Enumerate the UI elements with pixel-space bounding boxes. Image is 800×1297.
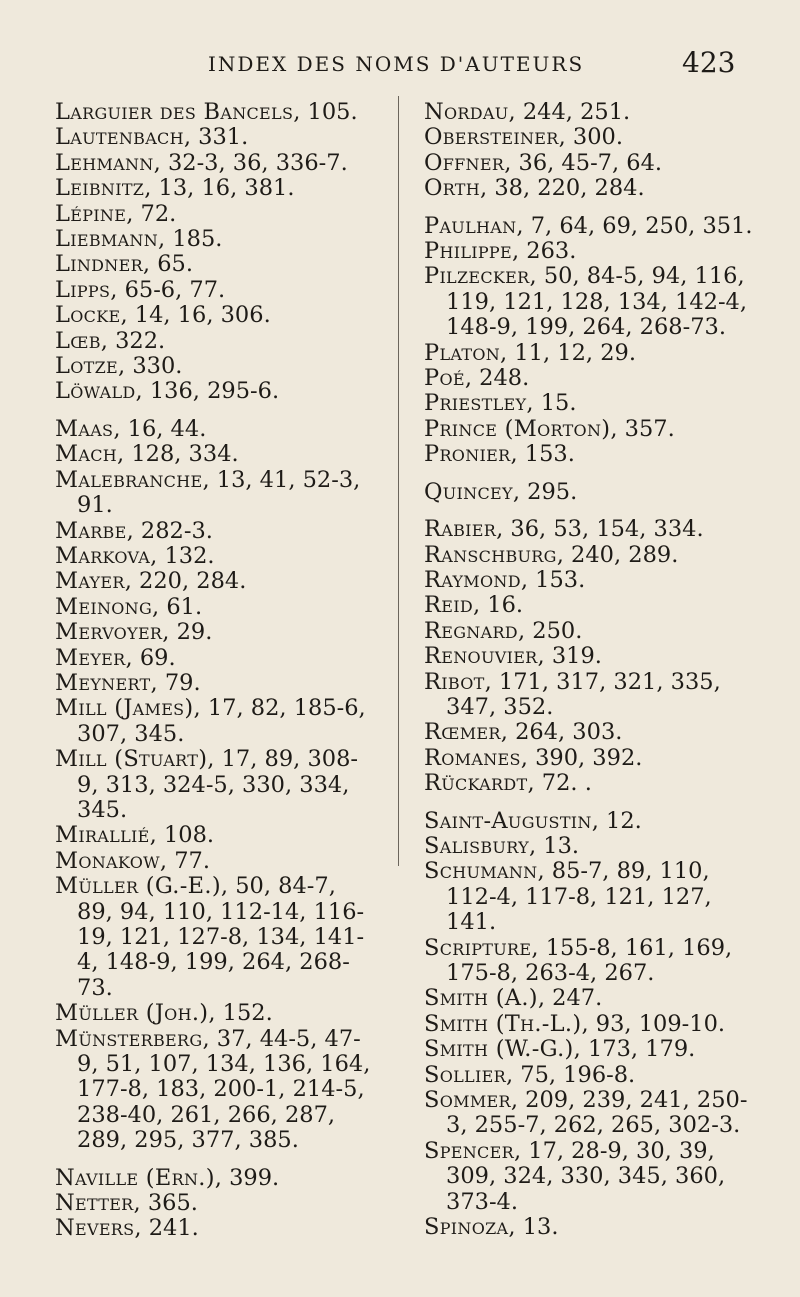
page-references: 331. <box>198 124 249 151</box>
index-entry: Smith (Th.-L.), 93, 109-10. <box>424 1010 726 1037</box>
index-entry: Schumann, 85-7, 89, 110, 112-4, 117-8, 121, 127, 141. <box>424 858 712 936</box>
index-entry: Reid, 16. <box>424 592 524 619</box>
author-name: Sollier <box>424 1061 506 1088</box>
page-references: 75, 196-8. <box>520 1061 636 1088</box>
page-references: 295. <box>527 478 578 505</box>
author-name: Müller (G.-E.) <box>55 873 221 900</box>
author-name: Mervoyer <box>55 619 163 646</box>
page-references: 13. <box>522 1214 559 1241</box>
author-name: Romanes <box>424 744 521 771</box>
index-entry: Meinong, 61. <box>55 593 203 620</box>
index-entry: Mervoyer, 29. <box>55 619 213 646</box>
index-entry: Meyer, 69. <box>55 644 176 671</box>
index-entry: Rœmer, 264, 303. <box>424 719 623 746</box>
author-name: Larguier des Bancels <box>55 99 294 125</box>
index-entry: Spinoza, 13. <box>424 1214 559 1241</box>
author-name: Sommer <box>424 1087 511 1114</box>
author-name: Raymond <box>424 566 521 593</box>
author-name: Lindner <box>55 251 143 278</box>
author-name: Schumann <box>424 858 538 885</box>
index-entry: Scripture, 155-8, 161, 169, 175-8, 263-4, 267. <box>424 934 733 986</box>
index-entry: Mill (Stuart), 17, 89, 308-9, 313, 324-5, 330, 334, 345. <box>55 746 359 823</box>
page-references: 77. <box>174 847 211 874</box>
page-references: 13, 41, 52-3, 91. <box>77 466 361 519</box>
author-name: Offner <box>424 149 505 176</box>
index-entry: Smith (W.-G.), 173, 179. <box>424 1036 696 1063</box>
page-references: 171, 317, 321, 335, 347, 352. <box>446 668 721 720</box>
author-name: Lipps <box>55 276 111 303</box>
page-references: 13, 16, 381. <box>158 175 295 202</box>
author-name: Pronier <box>424 441 511 468</box>
index-entry: Sollier, 75, 196-8. <box>424 1061 636 1088</box>
index-entry: Philippe, 263. <box>424 238 577 265</box>
author-name: Mill (James) <box>55 695 194 722</box>
author-name: Orth <box>424 175 481 202</box>
column-divider <box>398 96 399 866</box>
page-references: 65-6, 77. <box>124 276 226 303</box>
index-entry: Saint-Augustin, 12. <box>424 807 642 834</box>
author-name: Paulhan <box>424 212 517 239</box>
index-entry: Lépine, 72. <box>55 200 177 227</box>
author-name: Monakow <box>55 847 160 874</box>
author-name: Smith (W.-G.) <box>424 1036 574 1063</box>
page-references: 132. <box>164 542 215 569</box>
author-name: Liebmann <box>55 226 159 253</box>
index-column-left <box>55 100 373 1242</box>
index-entry: Pronier, 153. <box>424 441 575 468</box>
page-references: 16, 44. <box>127 415 207 442</box>
page-references: 152. <box>222 1000 273 1027</box>
page-references: 61. <box>166 593 203 620</box>
page-references: 319. <box>551 643 602 670</box>
page-references: 37, 44-5, 47-9, 51, 107, 134, 136, 164, 177-8, 183, 200-1, 214-5, 238-40, 261, 266, 287, 289, 295, 377, 385. <box>77 1025 371 1154</box>
index-entry: Poé, 248. <box>424 365 530 392</box>
author-name: Münsterberg <box>55 1025 203 1052</box>
page-references: 105. <box>307 99 358 125</box>
page-references: 248. <box>479 365 530 392</box>
page-references: 85-7, 89, 110, 112-4, 117-8, 121, 127, 141. <box>446 858 712 936</box>
page-references: 263. <box>526 238 577 265</box>
index-entry: Lipps, 65-6, 77. <box>55 276 226 303</box>
index-entry: Salisbury, 13. <box>424 832 580 859</box>
author-name: Rückardt <box>424 770 528 797</box>
index-entry: Paulhan, 7, 64, 69, 250, 351. <box>424 212 753 239</box>
index-entry: Marbe, 282-3. <box>55 517 213 544</box>
index-entry: Malebranche, 13, 41, 52-3, 91. <box>55 466 361 519</box>
page-references: 247. <box>552 985 603 1012</box>
index-entry: Müller (Joh.), 152. <box>55 1000 273 1027</box>
index-entry: Locke, 14, 16, 306. <box>55 302 271 329</box>
index-entry: Löwald, 136, 295-6. <box>55 378 280 405</box>
page-references: 15. <box>540 390 577 417</box>
author-name: Naville (Ern.) <box>55 1164 215 1191</box>
author-name: Löwald <box>55 378 136 405</box>
page-references: 128, 334. <box>131 441 239 468</box>
author-name: Spencer <box>424 1137 514 1164</box>
index-entry: Ranschburg, 240, 289. <box>424 541 679 568</box>
index-entry: Quincey, 295. <box>424 478 578 505</box>
index-entry: Raymond, 153. <box>424 566 586 593</box>
page-references: 244, 251. <box>522 99 631 125</box>
index-entry: Rabier, 36, 53, 154, 334. <box>424 516 704 543</box>
author-name: Marbe <box>55 517 127 544</box>
author-name: Pilzecker <box>424 263 530 290</box>
page-references: 209, 239, 241, 250-3, 255-7, 262, 265, 302-3. <box>446 1087 748 1139</box>
page-references: 72. . <box>541 770 592 797</box>
author-name: Platon <box>424 339 501 366</box>
index-entry: Smith (A.), 247. <box>424 985 603 1012</box>
index-entry: Maas, 16, 44. <box>55 415 207 442</box>
author-name: Saint-Augustin <box>424 807 592 834</box>
author-name: Philippe <box>424 238 512 265</box>
index-entry: Platon, 11, 12, 29. <box>424 339 637 366</box>
author-name: Priestley <box>424 390 527 417</box>
page-number: 423 <box>682 46 736 79</box>
index-entry: Meynert, 79. <box>55 669 201 696</box>
author-name: Obersteiner <box>424 124 559 151</box>
index-entry: Leibnitz, 13, 16, 381. <box>55 175 295 202</box>
page-references: 79. <box>164 669 201 696</box>
author-name: Ranschburg <box>424 541 557 568</box>
page-references: 322. <box>115 327 166 354</box>
author-name: Leibnitz <box>55 175 145 202</box>
page-references: 50, 84-5, 94, 116, 119, 121, 128, 134, 142-4, 148-9, 199, 264, 268-73. <box>446 263 748 341</box>
author-name: Lœb <box>55 327 101 354</box>
page-references: 153. <box>524 441 575 468</box>
page-references: 250. <box>532 617 583 644</box>
index-column-right <box>424 100 764 1240</box>
index-entry: Renouvier, 319. <box>424 643 602 670</box>
page-references: 36, 53, 154, 334. <box>510 516 704 543</box>
index-entry: Lœb, 322. <box>55 327 166 354</box>
page-references: 17, 82, 185-6, 307, 345. <box>77 695 366 747</box>
index-entry: Obersteiner, 300. <box>424 124 624 151</box>
page-references: 13. <box>543 832 580 859</box>
page-references: 399. <box>229 1164 280 1191</box>
page-references: 12. <box>606 807 642 834</box>
author-name: Rœmer <box>424 719 501 746</box>
index-entry: Romanes, 390, 392. <box>424 744 643 771</box>
index-entry: Lautenbach, 331. <box>55 124 249 151</box>
index-entry: Ribot, 171, 317, 321, 335, 347, 352. <box>424 668 721 720</box>
page-references: 17, 89, 308-9, 313, 324-5, 330, 334, 345. <box>77 746 359 823</box>
page-references: 69. <box>139 644 176 671</box>
page-references: 136, 295-6. <box>149 378 280 405</box>
author-name: Smith (A.) <box>424 985 538 1012</box>
page-references: 173, 179. <box>587 1036 696 1063</box>
author-name: Meinong <box>55 593 153 620</box>
page-references: 38, 220, 284. <box>494 175 645 202</box>
index-entry: Nevers, 241. <box>55 1215 199 1242</box>
page-references: 220, 284. <box>139 568 247 595</box>
author-name: Locke <box>55 302 121 329</box>
index-entry: Prince (Morton), 357. <box>424 415 675 442</box>
page-references: 17, 28-9, 30, 39, 309, 324, 330, 345, 360, 373-4. <box>446 1137 726 1215</box>
author-name: Markova <box>55 542 151 569</box>
page-references: 14, 16, 306. <box>134 302 271 329</box>
index-entry: Müller (G.-E.), 50, 84-7, 89, 94, 110, 112-14, 116-19, 121, 127-8, 134, 141-4, 148-9, 199, 264, 268-73. <box>55 873 365 1001</box>
page-references: 330. <box>132 353 183 380</box>
page-references: 300. <box>572 124 624 151</box>
author-name: Malebranche <box>55 466 203 493</box>
page-references: 72. <box>140 200 177 227</box>
page-references: 16. <box>487 592 524 619</box>
page-references: 155-8, 161, 169, 175-8, 263-4, 267. <box>446 934 733 986</box>
author-name: Smith (Th.-L.) <box>424 1010 582 1037</box>
author-name: Meynert <box>55 669 151 696</box>
index-entry: Pilzecker, 50, 84-5, 94, 116, 119, 121, 128, 134, 142-4, 148-9, 199, 264, 268-73. <box>424 263 748 341</box>
index-entry: Lotze, 330. <box>55 353 183 380</box>
index-entry: Mach, 128, 334. <box>55 441 239 468</box>
author-name: Prince (Morton) <box>424 415 611 442</box>
index-entry: Markova, 132. <box>55 542 215 569</box>
page-references: 7, 64, 69, 250, 351. <box>530 212 753 239</box>
index-entry: Münsterberg, 37, 44-5, 47-9, 51, 107, 134, 136, 164, 177-8, 183, 200-1, 214-5, 238-40, 261, 266, 287, 289, 295, 377, 385. <box>55 1025 371 1154</box>
index-entry: Regnard, 250. <box>424 617 583 644</box>
index-entry: Offner, 36, 45-7, 64. <box>424 149 663 176</box>
index-entry: Mayer, 220, 284. <box>55 568 247 595</box>
author-name: Lautenbach <box>55 124 184 151</box>
author-name: Maas <box>55 415 114 442</box>
author-name: Scripture <box>424 934 532 961</box>
author-name: Netter <box>55 1190 134 1217</box>
author-name: Lépine <box>55 200 127 227</box>
author-name: Quincey <box>424 478 513 505</box>
author-name: Nordau <box>424 99 509 125</box>
index-entry: Lehmann, 32-3, 36, 336-7. <box>55 149 348 176</box>
index-entry: Priestley, 15. <box>424 390 577 417</box>
page-references: 282-3. <box>140 517 213 544</box>
index-entry: Monakow, 77. <box>55 847 211 874</box>
author-name: Reid <box>424 592 473 619</box>
page-header <box>0 46 800 86</box>
author-name: Poé <box>424 365 465 392</box>
author-name: Mach <box>55 441 117 468</box>
page-references: 264, 303. <box>515 719 623 746</box>
page-references: 241. <box>148 1215 199 1242</box>
index-entry: Sommer, 209, 239, 241, 250-3, 255-7, 262, 265, 302-3. <box>424 1087 748 1139</box>
index-entry: Mirallié, 108. <box>55 822 215 849</box>
page-references: 32-3, 36, 336-7. <box>167 149 348 176</box>
index-entry: Naville (Ern.), 399. <box>55 1164 280 1191</box>
author-name: Meyer <box>55 644 126 671</box>
page-references: 357. <box>624 415 675 442</box>
index-entry: Nordau, 244, 251. <box>424 99 631 125</box>
page-references: 29. <box>176 619 213 646</box>
index-entry: Rückardt, 72. . <box>424 770 592 797</box>
author-name: Müller (Joh.) <box>55 1000 209 1027</box>
index-entry: Mill (James), 17, 82, 185-6, 307, 345. <box>55 695 366 747</box>
page-references: 185. <box>172 226 223 253</box>
author-name: Mirallié <box>55 822 150 849</box>
author-name: Renouvier <box>424 643 538 670</box>
page-references: 153. <box>535 566 586 593</box>
running-title: INDEX DES NOMS D'AUTEURS <box>208 52 585 76</box>
author-name: Nevers <box>55 1215 135 1242</box>
author-name: Mill (Stuart) <box>55 746 208 773</box>
page-references: 36, 45-7, 64. <box>518 149 663 176</box>
author-name: Salisbury <box>424 832 529 859</box>
page-references: 11, 12, 29. <box>514 339 637 366</box>
index-entry: Orth, 38, 220, 284. <box>424 175 645 202</box>
author-name: Rabier <box>424 516 497 543</box>
page-references: 240, 289. <box>571 541 679 568</box>
index-entry: Netter, 365. <box>55 1190 198 1217</box>
index-entry: Larguier des Bancels, 105. <box>55 99 358 125</box>
page-references: 93, 109-10. <box>595 1010 726 1037</box>
page-references: 390, 392. <box>535 744 643 771</box>
author-name: Mayer <box>55 568 125 595</box>
author-name: Lehmann <box>55 149 154 176</box>
page-references: 365. <box>147 1190 198 1217</box>
page-references: 65. <box>157 251 194 278</box>
author-name: Lotze <box>55 353 119 380</box>
index-entry: Liebmann, 185. <box>55 226 223 253</box>
author-name: Regnard <box>424 617 518 644</box>
page-references: 108. <box>163 822 215 849</box>
index-entry: Lindner, 65. <box>55 251 194 278</box>
author-name: Spinoza <box>424 1214 509 1241</box>
page-references: 50, 84-7, 89, 94, 110, 112-14, 116-19, 121, 127-8, 134, 141-4, 148-9, 199, 264, 268-73. <box>77 873 365 1001</box>
index-entry: Spencer, 17, 28-9, 30, 39, 309, 324, 330, 345, 360, 373-4. <box>424 1137 726 1215</box>
author-name: Ribot <box>424 668 485 695</box>
